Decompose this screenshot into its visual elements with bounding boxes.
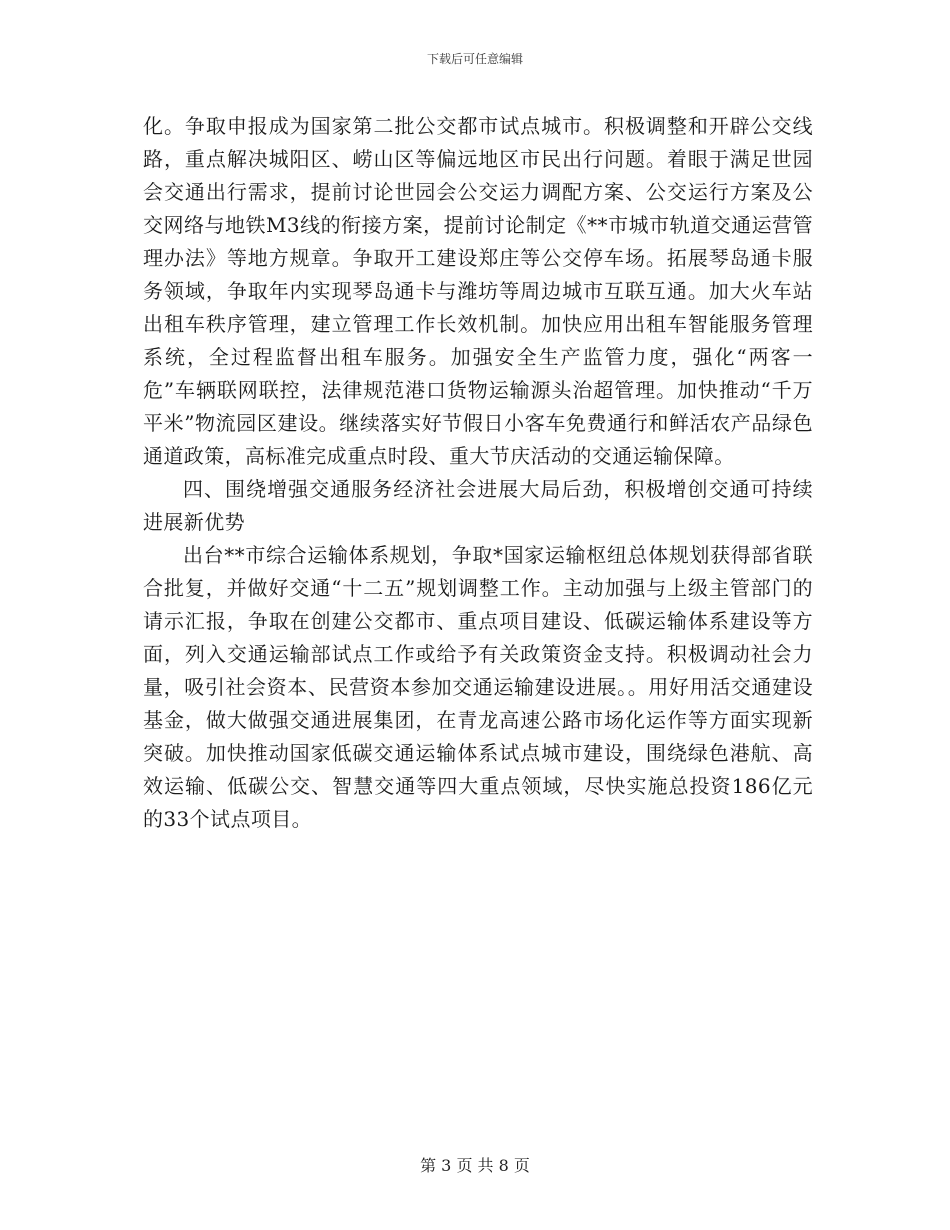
- section-heading: 四、围绕增强交通服务经济社会进展大局后劲，积极增创交通可持续进展新优势: [143, 477, 813, 534]
- document-body: [143, 110, 813, 836]
- page-number: 第 3 页 共 8 页: [420, 1156, 530, 1175]
- page-header-note: 下载后可任意编辑: [426, 52, 523, 66]
- paragraph-continuation: 化。争取申报成为国家第二批公交都市试点城市。积极调整和开辟公交线路，重点解决城阳区、崂山区等偏远地区市民出行问题。着眼于满足世园会交通出行需求，提前讨论世园会公交运力调配方案、公交运行方案及公交网络与地铁M3线的衔接方案，提前讨论制定《**市城市轨道交通运营管理办法》等地方规章。争取开工建设郑庄等公交停车场。拓展琴岛通卡服务领域，争取年内实现琴岛通卡与潍坊等周边城市互联互通。加大火车站出租车秩序管理，建立管理工作长效机制。加快应用出租车智能服务管理系统，全过程监督出租车服务。加强安全生产监管力度，强化“两客一危”车辆联网联控，法律规范港口货物运输源头治超管理。加快推动“千万平米”物流园区建设。继续落实好节假日小客车免费通行和鲜活农产品绿色通道政策，高标准完成重点时段、重大节庆活动的交通运输保障。: [143, 114, 813, 468]
- paragraph-section-body: 出台**市综合运输体系规划，争取*国家运输枢纽总体规划获得部省联合批复，并做好交通“十二五”规划调整工作。主动加强与上级主管部门的请示汇报，争取在创建公交都市、重点项目建设、低碳运输体系建设等方面，列入交通运输部试点工作或给予有关政策资金支持。积极调动社会力量，吸引社会资本、民营资本参加交通运输建设进展。。用好用活交通建设基金，做大做强交通进展集团，在青龙高速公路市场化运作等方面实现新突破。加快推动国家低碳交通运输体系试点城市建设，围绕绿色港航、高效运输、低碳公交、智慧交通等四大重点领域，尽快实施总投资186亿元的33个试点项目。: [143, 543, 813, 831]
